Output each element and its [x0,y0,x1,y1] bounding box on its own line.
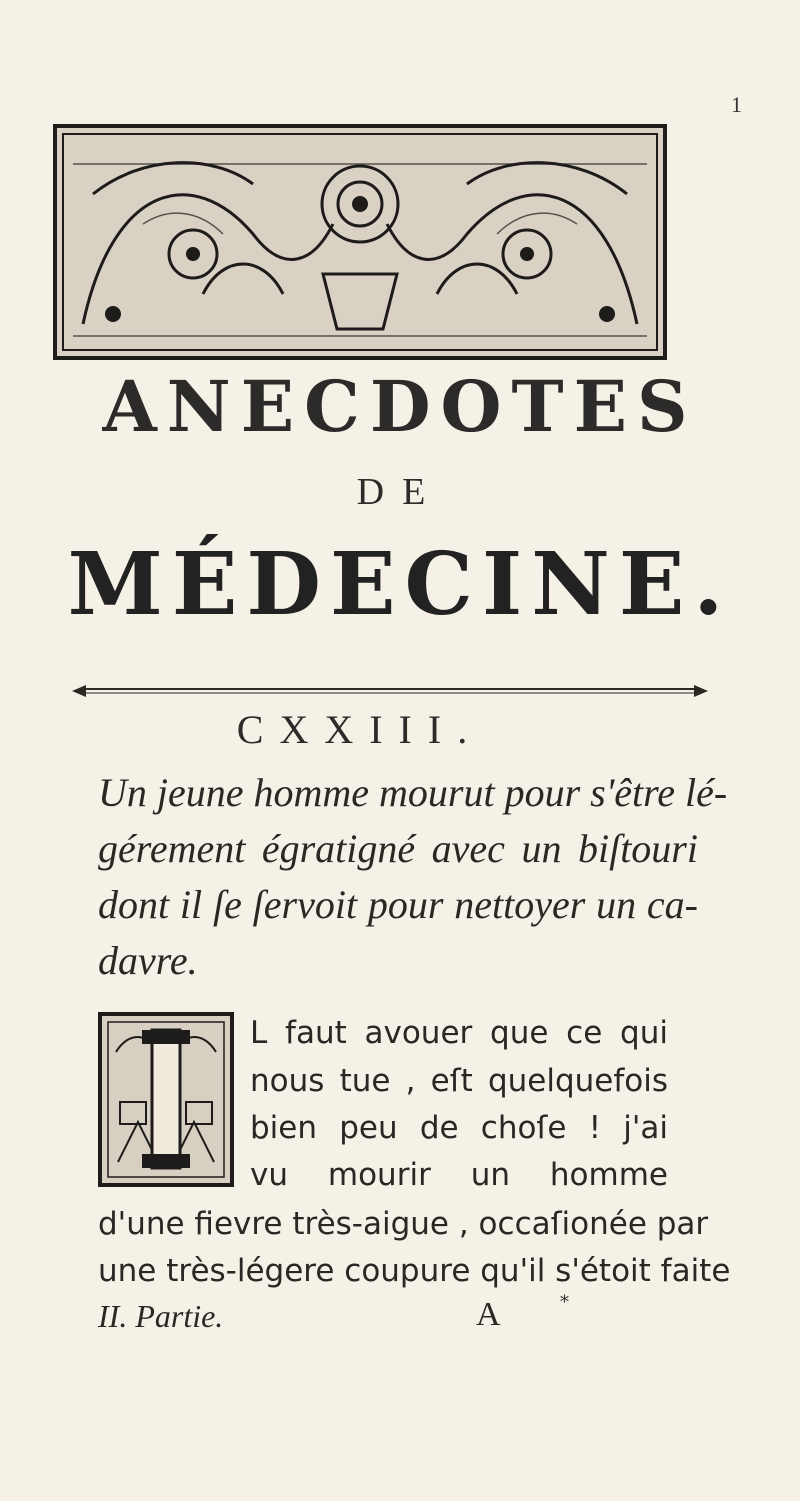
summary-line: gérement égratigné avec un biſtouri [98,826,698,871]
divider-rule [68,682,712,700]
body-line: L faut avouer que ce qui [250,1015,668,1051]
signature-mark: A [476,1296,501,1333]
body-line: vu mourir un homme [250,1157,668,1193]
chapter-summary [98,765,728,989]
body-line: nous tue , eſt quelquefois [250,1063,668,1099]
summary-line: davre. [98,938,198,983]
summary-line: Un jeune homme mourut pour s'être lé- [98,770,728,815]
headpiece-ornament [53,124,667,360]
body-line: bien peu de choſe ! j'ai [250,1110,668,1146]
body-line: une très-légere coupure qu'il s'étoit faite [98,1253,731,1289]
summary-line: dont il ſe ſervoit pour nettoyer un ca- [98,882,698,927]
title-de: DE [356,471,444,513]
drop-cap-ornament [98,1012,234,1187]
title-anecdotes: ANECDOTES [102,365,698,448]
page-number: 1 [731,92,742,117]
signature-star: * [560,1292,569,1313]
title-medecine: MÉDECINE. [67,534,733,635]
footer-part-label: II. Partie. [98,1298,224,1334]
body-line: d'une fievre très-aigue , occaſionée par [98,1206,709,1242]
chapter-number: CXXIII. [236,707,484,752]
